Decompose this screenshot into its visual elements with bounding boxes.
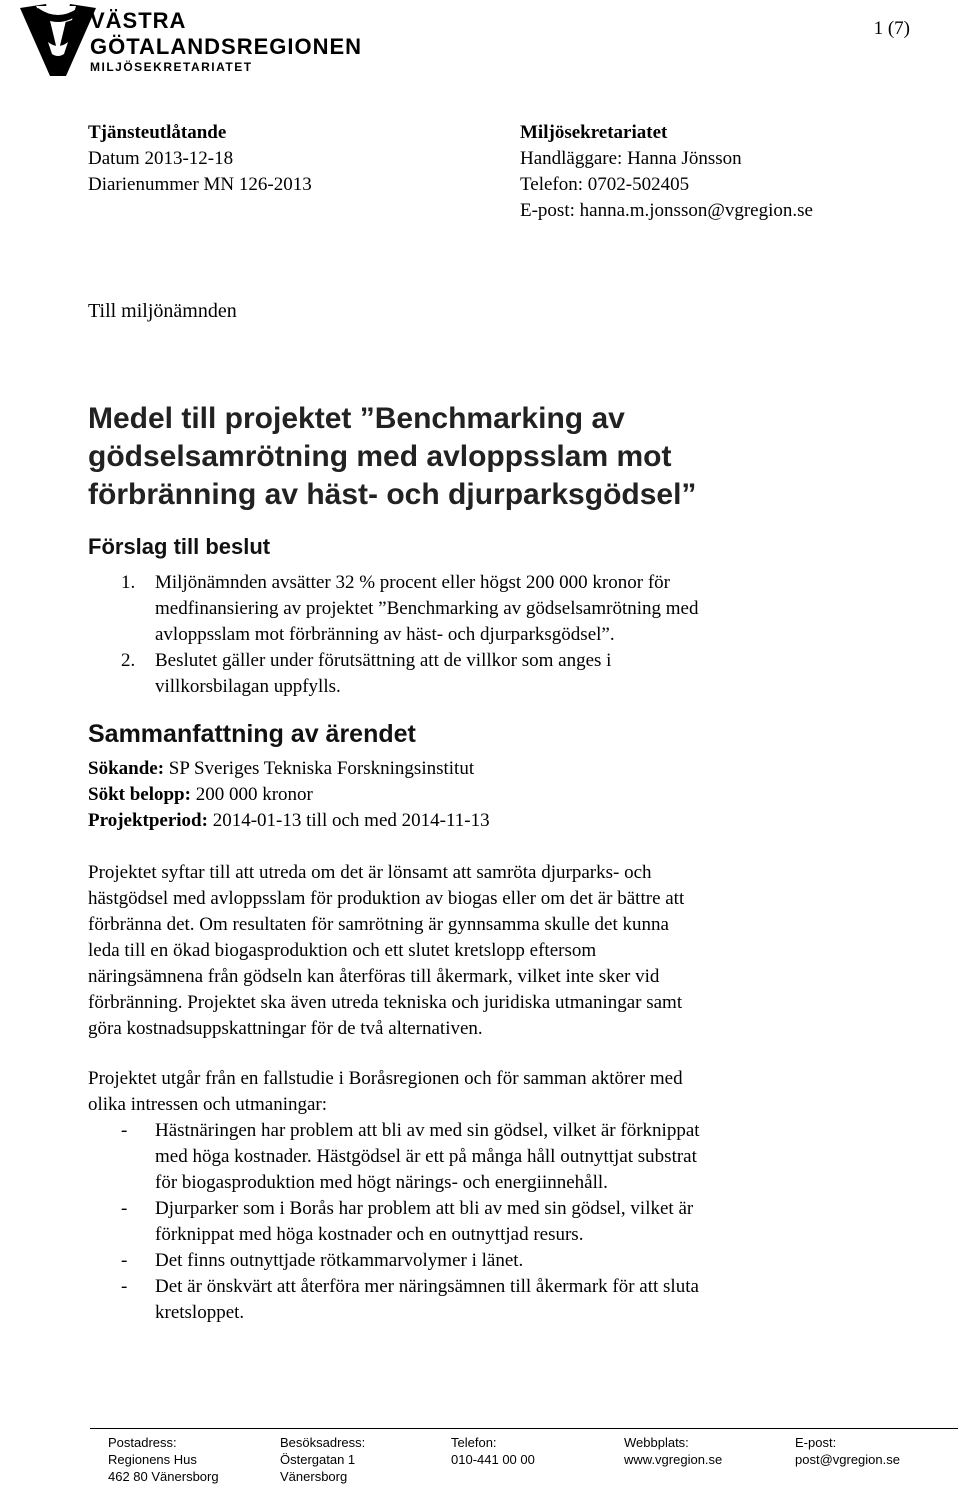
- summary-heading: Sammanfattning av ärendet: [88, 720, 416, 748]
- list-item-line: kretsloppet.: [155, 1302, 245, 1323]
- proposal-list: [88, 570, 848, 700]
- diary-number: Diarienummer MN 126-2013: [88, 174, 312, 195]
- handler-email: E-post: hanna.m.jonsson@vgregion.se: [520, 200, 813, 221]
- footer-value: www.vgregion.se: [624, 1452, 723, 1467]
- list-item: [88, 1196, 808, 1248]
- list-item-line: Det finns outnyttjade rötkammarvolymer i länet.: [155, 1250, 524, 1271]
- footer-divider: [90, 1428, 958, 1429]
- logo-line-vastra: VÄSTRA: [90, 8, 187, 33]
- department-name: Miljösekretariatet: [520, 122, 668, 143]
- fact-row: [88, 808, 490, 834]
- fact-label: Projektperiod:: [88, 810, 208, 831]
- handler-phone: Telefon: 0702-502405: [520, 174, 690, 195]
- list-item-line: förknippat med höga kostnader och en outnyttjad resurs.: [155, 1224, 584, 1245]
- footer-value: Östergatan 1: [280, 1452, 356, 1467]
- title-line: gödselsamrötning med avloppsslam mot: [88, 440, 672, 473]
- application-facts: [88, 756, 490, 834]
- list-item-number: 1.: [121, 572, 136, 593]
- fact-label: Sökande:: [88, 758, 165, 779]
- recipient-line: Till miljönämnden: [88, 300, 237, 322]
- footer-value: Vänersborg: [280, 1469, 348, 1484]
- footer-visiting-address: [280, 1434, 365, 1485]
- organization-logo: [18, 2, 363, 78]
- list-item-line: Miljönämnden avsätter 32 % procent eller högst 200 000 kronor för: [155, 572, 670, 593]
- document-meta-left: [88, 120, 312, 198]
- footer-label: Webbplats:: [624, 1435, 689, 1450]
- fact-value: SP Sveriges Tekniska Forskningsinstitut: [164, 758, 475, 779]
- list-item: [88, 570, 848, 648]
- fact-value: 200 000 kronor: [190, 784, 313, 805]
- dash-marker: -: [121, 1198, 128, 1219]
- logo-line-gotalandsregionen: GÖTALANDSREGIONEN: [90, 34, 363, 59]
- paragraph-line: näringsämnena från gödseln kan återföras till åkermark, vilket inte sker vid: [88, 966, 660, 987]
- paragraph-line: göra kostnadsuppskattningar för de två alternativen.: [88, 1018, 483, 1039]
- footer-postal-address: [108, 1434, 219, 1485]
- fact-value: 2014-01-13 till och med 2014-11-13: [207, 810, 490, 831]
- paragraph-line: Projektet syftar till att utreda om det är lönsamt att samröta djurparks- och: [88, 862, 652, 883]
- list-item-line: villkorsbilagan uppfylls.: [155, 676, 341, 697]
- footer-value: Regionens Hus: [108, 1452, 197, 1467]
- proposal-heading: Förslag till beslut: [88, 534, 271, 559]
- document-title: [88, 400, 888, 514]
- footer-label: Postadress:: [108, 1435, 177, 1450]
- list-item: [88, 1274, 808, 1326]
- title-line: Medel till projektet ”Benchmarking av: [88, 402, 625, 435]
- case-study-paragraph: [88, 1066, 808, 1118]
- logo-line-miljosekretariatet: MILJÖSEKRETARIATET: [90, 60, 253, 74]
- footer-value: 462 80 Vänersborg: [108, 1469, 219, 1484]
- fact-row: [88, 782, 490, 808]
- list-item-line: med höga kostnader. Hästgödsel är ett på många håll outnyttjat substrat: [155, 1146, 697, 1167]
- footer-website: [624, 1434, 722, 1468]
- page-number: 1 (7): [873, 18, 910, 39]
- list-item-line: Beslutet gäller under förutsättning att de villkor som anges i: [155, 650, 612, 671]
- footer-email: [795, 1434, 900, 1468]
- footer-value: 010-441 00 00: [451, 1452, 535, 1467]
- footer-value: post@vgregion.se: [795, 1452, 900, 1467]
- list-item-number: 2.: [121, 650, 136, 671]
- list-item: [88, 1118, 808, 1196]
- paragraph-line: olika intressen och utmaningar:: [88, 1094, 328, 1115]
- list-item-line: medfinansiering av projektet ”Benchmarking av gödselsamrötning med: [155, 598, 699, 619]
- footer-phone: [451, 1434, 535, 1468]
- list-item: [88, 648, 848, 700]
- paragraph-line: förbränna det. Om resultaten för samrötning är gynnsamma skulle det kunna: [88, 914, 669, 935]
- list-item-line: Hästnäringen har problem att bli av med sin gödsel, vilket är förknippat: [155, 1120, 700, 1141]
- list-item-line: Djurparker som i Borås har problem att bli av med sin gödsel, vilket är: [155, 1198, 694, 1219]
- list-item-line: för biogasproduktion med högt närings- och energiinnehåll.: [155, 1172, 608, 1193]
- footer-label: E-post:: [795, 1435, 837, 1450]
- handler-name: Handläggare: Hanna Jönsson: [520, 148, 742, 169]
- dash-marker: -: [121, 1250, 128, 1271]
- list-item-line: avloppsslam mot förbränning av häst- och djurparksgödsel”.: [155, 624, 615, 645]
- summary-paragraph: [88, 860, 808, 1042]
- paragraph-line: Projektet utgår från en fallstudie i Boråsregionen och för samman aktörer med: [88, 1068, 683, 1089]
- footer-label: Telefon:: [451, 1435, 497, 1450]
- dash-marker: -: [121, 1276, 128, 1297]
- document-date: Datum 2013-12-18: [88, 148, 234, 169]
- paragraph-line: leda till en ökad biogasproduktion och ett slutet kretslopp eftersom: [88, 940, 597, 961]
- list-item-line: Det är önskvärt att återföra mer näringsämnen till åkermark för att sluta: [155, 1276, 699, 1297]
- footer-label: Besöksadress:: [280, 1435, 366, 1450]
- paragraph-line: förbränning. Projektet ska även utreda tekniska och juridiska utmaningar samt: [88, 992, 683, 1013]
- document-meta-right: [520, 120, 813, 224]
- list-item: [88, 1248, 808, 1274]
- fact-label: Sökt belopp:: [88, 784, 191, 805]
- dash-marker: -: [121, 1120, 128, 1141]
- document-type: Tjänsteutlåtande: [88, 122, 227, 143]
- fact-row: [88, 756, 490, 782]
- paragraph-line: hästgödsel med avloppsslam för produktion av biogas eller om det är bättre att: [88, 888, 685, 909]
- title-line: förbränning av häst- och djurparksgödsel”: [88, 478, 697, 511]
- actor-list: [88, 1118, 808, 1326]
